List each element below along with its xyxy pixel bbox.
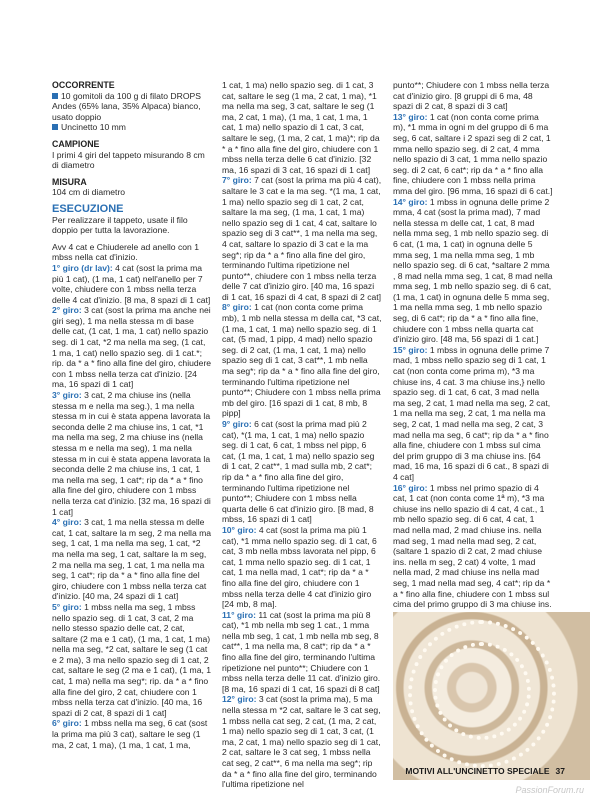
round-text: 11 cat (sost la prima ma più 8 cat), *1 mb nella mb seg 1 cat., 1 mma nella mb seg, 1 cat, 1 mb nella mb seg, 8 cat**, 1 ma nella ma, 8 cat*; rip da * a * fino alla fine del giro, terminando l'ultima ripetizione nel punto**; Chiudere con 1 mbss nella terza delle 11 cat. d'inizio giro. [8 ma, 16 spazi di 1 cat, 16 spazi di 8 cat]: [222, 609, 381, 694]
round-label: 14° giro:: [393, 196, 428, 207]
round-label: 16° giro:: [393, 482, 428, 493]
campione-title: CAMPIONE: [52, 138, 100, 149]
column-2: [222, 80, 382, 790]
round-label: 5° giro:: [52, 601, 82, 612]
column-1: [52, 80, 212, 750]
occorrente-title: OCCORRENTE: [52, 80, 115, 90]
occorrente-item: 10 gomitoli da 100 g di filato DROPS Andes (65% lana, 35% Alpaca) bianco, usato doppio: [52, 90, 201, 122]
round-label: 11° giro:: [222, 609, 257, 620]
round-text: 4 cat (sost la prima ma più 1 cat), *1 mma nello spazio seg. di 1 cat, 6 cat, 3 mb nella mbss lavorata nel pipp, 6 cat, 1 mma nello spazio seg. di 1 cat, 1 cat, 1 ma nella mad, 1 cat*; rip da * a * fino alla fine del giro, chiudere con 1 mbss nella terza delle 4 cat d'inizio giro [24 mb, 8 ma].: [222, 524, 377, 610]
round-10: [222, 525, 382, 610]
round-14: [393, 197, 553, 345]
round-text: 1 mbss nella ma seg, 6 cat (sost la prima ma più 3 cat), saltare le seg (1 ma, 2 cat, 1 ma), (1 ma, 1 cat, 1 ma,: [52, 718, 208, 750]
campione-text: I primi 4 giri del tappeto misurando 8 cm di diametro: [52, 149, 205, 171]
page-number: 37: [555, 766, 565, 776]
round-label: 10° giro:: [222, 524, 257, 535]
bullet-square-icon: [52, 93, 58, 99]
round-text: 7 cat (sost la prima ma più 4 cat), saltare le 3 cat e la ma seg. *(1 ma, 1 cat, 1 ma) nello spazio seg di 1 cat, 2 cat, saltare la ma seg, (1 ma, 1 cat, 1 ma) nello spazio seg di 1 cat, 4 cat, saltare lo spazio seg di 3 cat**, 1 ma nella ma seg, 4 cat, saltare lo spazio di 3 cat e la ma seg*; rip da * a * fino alla fine del giro, terminando l'ultima ripetizione nel punto**, chiudere con 1 mbss nella terza delle 7 cat d'inizio giro. [40 ma, 16 spazi di 1 cat, 16 spazi di 4 cat, 8 spazi di 2 cat]: [222, 175, 382, 302]
page-footer: [395, 766, 565, 780]
round-6: [52, 718, 212, 750]
round-label: 1° giro (dr lav):: [52, 262, 113, 273]
round-15: [393, 345, 553, 483]
intro-paragraph: Per realizzare il tappeto, usate il filo doppio per tutta la lavorazione.: [52, 214, 188, 236]
round-text: 6 cat (sost la prima mad più 2 cat), *(1 ma, 1 cat, 1 ma) nello spazio seg. di 1 cat, 6 cat, 1 mbss nel pipp, 6 cat, (1 ma, 1 cat, 1 ma) nello spazio seg di 1 cat, 2 cat**, 1 mad sulla mb, 2 cat*; rip da * a * fino alla fine del giro, terminando l'ultima ripetizione nel punto**; Chiudere con 1 mbss nella quarta delle 6 cat d'inizio giro. [8 mad, 8 mbss, 16 spazi di 1 cat]: [222, 419, 375, 525]
round-text: 3 cat, 2 ma chiuse ins (nella stessa m e nella ma seg.), 1 ma nella stessa m in cui è stata appena lavorata la seconda delle 2 ma chiuse ins, 1 cat, *1 ma nella ma seg, 2 ma chiuse ins (nella stessa m e nella ma seg), 1 ma nella stessa m in cui è stata appena lavorata la seconda delle 2 ma chiuse ins, 1 cat, 1 ma nella ma seg, 1 cat*; rip da * a * fino alla fine del giro, chiudere con 1 mbss nella terza cat d'inizio. [32 ma, 16 spazi di 1 cat]: [52, 390, 211, 517]
round-label: 15° giro:: [393, 344, 428, 355]
intro-paragraph: Avv 4 cat e Chiuderele ad anello con 1 mbss nella cat d'inizio.: [52, 241, 199, 263]
occorrente-item: Uncinetto 10 mm: [61, 122, 126, 133]
round-12-continued: punto**; Chiudere con 1 mbss nella terza cat d'inizio giro. [8 gruppi di 6 ma, 48 spazi di 2 cat, 8 spazi di 3 cat]: [393, 80, 550, 112]
round-label: 8° giro:: [222, 302, 252, 313]
round-text: 4 cat (sost la prima ma più 1 cat), (1 ma, 1 cat) nell'anello per 7 volte, chiudere con 1 mbss nella terza delle 4 cat d'inizio. [8 ma, 8 spazi di 1 cat]: [52, 262, 211, 305]
round-16: [393, 483, 553, 631]
round-text: 1 mbss in ognuna delle prime 7 mad, 1 mbss nello spazio seg di 1 cat, 1 cat (non conta come prima m), *3 ma chiuse ins, 4 cat. 3 ma chiuse ins,} nello spazio seg. di 1 cat, 6 cat, 3 mad nella ma seg, 2 cat, 1 mad nella ma seg, 2 cat, 1 ma nella ma seg, 2 cat, 1 ma nella ma seg, 2 cat, 1 mad nella ma seg, 2 cat, 3 mad nella ma seg, 6 cat*; rip da * a * fino alla fine, chiudere con 1 mbss sul cima del prim gruppo di 3 ma chiuse ins. [64 mad, 16 ma, 16 spazi di 6 cat., 8 spazi di 4 cat]: [393, 344, 551, 482]
crochet-rug-photo: [393, 612, 590, 780]
round-label: 2° giro:: [52, 305, 82, 316]
round-text: 1 cat (non conta come prima m), *1 mma in ogni m del gruppo di 6 ma seg, 6 cat, saltare i 2 spazi seg di 2 cat, 1 mma nello spazio seg. di 2 cat, 4 mma nello spazio di 3 cat, 1 mma nello spazio seg. di 2 cat, 6 cat*; rip da * a * fino alla fine, chiudere con 1 mbss nella prima mma del giro. [96 mma, 16 spazi di 6 cat.]: [393, 111, 553, 196]
round-9: [222, 419, 382, 525]
round-label: 3° giro:: [52, 390, 82, 401]
photo-ring: [408, 620, 556, 768]
round-text: 3 cat (sost la prima ma), 5 ma nella stessa m *2 cat, saltare le 3 cat seg, 1 mbss nella cat seg, 2 cat, (1 ma, 2 cat, 1 ma) nello spazio seg di 1 cat, 3 cat, (1 ma, 2 cat, 1 ma) nello spazio seg di 1 cat, 2 cat, saltare le 3 cat seg, 1 mbss nella cat seg, 2 cat**, 6 ma nella ma seg*; rip da * a * fino alla fine del giro, terminando l'ultima ripetizione nel: [222, 694, 381, 790]
misura-title: MISURA: [52, 176, 87, 187]
round-8: [222, 302, 382, 419]
round-label: 7° giro:: [222, 175, 252, 186]
round-label: 6° giro:: [52, 718, 82, 729]
esecuzione-title: ESECUZIONE: [52, 202, 124, 215]
round-4: [52, 517, 212, 602]
round-text: 1 cat (non conta come prima mb), 1 mb nella stessa m della cat, *3 cat, (1 ma, 1 cat, 1 ma) nello spazio seg. di 1 cat, (5 mad, 1 pipp, 4 mad) nello spazio seg. di 2 cat, (1 ma, 1 cat, 1 ma) nello spazio seg di 1 cat, 3 cat**, 1 mb nella ma seg*; rip da * a * fino alla fine del giro, terminando l'ultima ripetizione nel punto**; Chiudere con 1 mbss nella prima mb del giro. [16 spazi di 1 cat, 8 mb, 8 pipp]: [222, 302, 382, 419]
round-3: [52, 390, 212, 517]
round-13: [393, 112, 553, 197]
round-2: [52, 305, 212, 390]
round-text: 1 mbss in ognuna delle prime 2 mma, 4 cat (sost la prima mad), 7 mad nella stessa m delle cat, 1 cat, 8 mad nella mma seg, 1 mb nello spazio seg. di 6 cat, (1 ma, 1 cat) in ognuna delle 5 mma seg, 1 ma nella mma seg, 1 mb nello spazio seg. di 6 cat, *saltare 2 mma , 8 mad nella mma seg, 1 cat, 8 mad nella mma seg, 1 mb nello spazio seg. di 6 cat, (1 ma, 1 cat) in ognuna delle 5 mma seg, 1 ma nella mma seg, 1 mb nello spazio seg, di 6 cat*; rip da * a * fino alla fine, chiudere con 1 mbss nella quarta cat d'inizio giro. [48 ma, 56 spazi di 1 cat.]: [393, 196, 553, 345]
magazine-title: MOTIVI ALL'UNCINETTO SPECIALE: [405, 766, 550, 776]
round-text: 3 cat, 1 ma nella stessa m delle cat, 1 cat, saltare la m seg, 2 ma nella ma seg, 1 cat, 1 ma nella ma seg, 1 cat, *2 ma nella ma seg, 1 cat, saltare la m seg, 2 ma nella ma seg, 1 cat, 1 ma nella ma seg, 1 cat*; rip da * a * fino alla fine del giro, chiudere con 1 mbss nella terza cat d'inizio. [40 ma, 24 spazi di 1 cat]: [52, 517, 212, 602]
round-label: 4° giro:: [52, 517, 82, 528]
round-text: 1 mbss nella ma seg, 1 mbss nello spazio seg. di 1 cat, 3 cat, 2 ma nello stesso spazio delle cat, 2 cat, saltare (2 ma e 1 cat), (1 ma, 1 cat, 1 ma) nella ma seg, *2 cat, saltare le seg (1 cat e 2 ma), 3 ma nello spazio seg di 1 cat, 2 cat, saltare le seg (2 ma e 1 cat), (1 ma, 1 cat, 1 ma) nella ma seg*; rip. da * a * fino alla fine del giro, 2 cat, chiudere con 1 mbss nella terza cat d'inizio. [40 ma, 16 spazi di 2 cat, 8 spazi di 1 cat]: [52, 601, 212, 718]
round-6-continued: 1 cat, 1 ma) nello spazio seg. di 1 cat, 3 cat, saltare le seg (1 ma, 2 cat, 1 ma), *1 ma nella ma seg, 3 cat, saltare le seg (1 ma, 2 cat, 1 ma), (1 ma, 1 cat, 1 ma, 1 cat, 1 ma) nello spazio di 1 cat, 3 cat, saltare le seg, (1 ma, 2 cat, 1 ma)*; rip da * a * fino alla fine del giro, chiudere con 1 mbss nella terza delle 6 cat d'inizio. [32 ma, 16 spazi di 3 cat, 16 spazi di 1 cat]: [222, 80, 380, 175]
round-label: 13° giro:: [393, 111, 428, 122]
round-11: [222, 610, 382, 695]
round-5: [52, 602, 212, 719]
round-12: [222, 694, 382, 789]
round-text: 3 cat (sost la prima ma anche nei giri seg), 1 ma nella stessa m di base delle cat, (1 cat, 1 ma, 1 cat) nello spazio seg. di 1 cat, *2 ma nella ma seg, (1 cat, 1 ma, 1 cat) nello spazio seg. di 1 cat.*; rip. da * a * fino alla fine del giro, chiudere con 1 mbss nella terza cat d'inizio. [24 ma, 16 spazi di 1 cat]: [52, 305, 212, 390]
round-text: 1 mbss nel primo spazio di 4 cat, 1 cat (non conta come 1ª m), *3 ma chiuse ins nello spazio di 4 cat, 4 cat., 1 mb nello spazio seg. di 6 cat, 4 cat, 1 mad nella mad, 2 mad chiuse ins. nella mad seg, 1 mad nella mad seg, 2 cat, (saltare 1 spazio di 2 cat, 2 mad chiuse ins. nella m seg, 2 cat) 4 volte, 1 mad nella mad, 2 mad chiuse ins nella mad seg, 1 mad nella mad seg, 4 cat*; rip da * a * fino alla fine, chiudere con 1 mbss sul cima del primo gruppo di 3 ma chiuse ins.: [393, 482, 552, 610]
misura-text: 104 cm di diametro: [52, 187, 126, 198]
round-1: [52, 263, 212, 305]
watermark: PassionForum.ru: [515, 785, 584, 796]
column-3: [393, 80, 553, 631]
round-label: 12° giro:: [222, 694, 257, 705]
bullet-square-icon: [52, 124, 58, 130]
round-7: [222, 175, 382, 302]
round-label: 9° giro:: [222, 419, 252, 429]
